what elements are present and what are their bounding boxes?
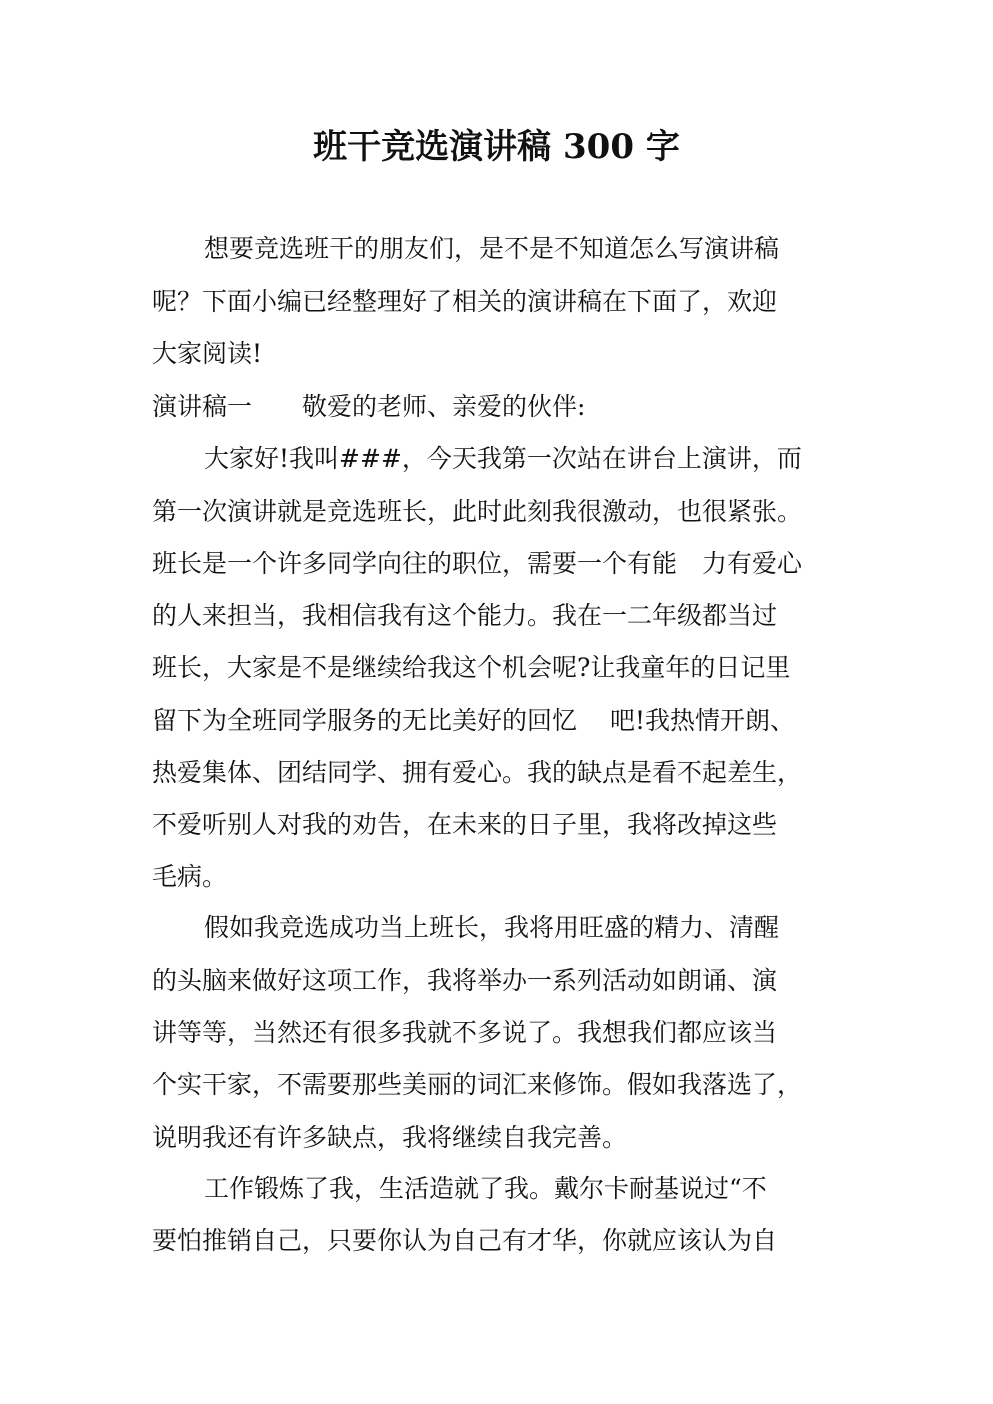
paragraph-line: 假如我竞选成功当上班长，我将用旺盛的精力、清醒 — [204, 913, 780, 942]
paragraph-line: 不爱听别人对我的劝告，在未来的日子里，我将改掉这些 — [152, 810, 778, 839]
paragraph-line: 个实干家，不需要那些美丽的词汇来修饰。假如我落选了， — [152, 1070, 803, 1099]
paragraph-line: 毛病。 — [152, 862, 228, 891]
paragraph-line: 第一次演讲就是竞选班长，此时此刻我很激动，也很紧张。 — [152, 497, 803, 526]
paragraph-line: 的头脑来做好这项工作，我将举办一系列活动如朗诵、演 — [152, 966, 778, 995]
paragraph-line: 热爱集体、团结同学、拥有爱心。我的缺点是看不起差生， — [152, 758, 803, 787]
paragraph-line: 班长是一个许多同学向往的职位，需要一个有能 力有爱心 — [152, 549, 803, 578]
paragraph-line: 呢？下面小编已经整理好了相关的演讲稿在下面了，欢迎 — [152, 287, 778, 316]
paragraph-line: 班长，大家是不是继续给我这个机会呢?让我童年的日记里 — [152, 653, 791, 682]
paragraph-line: 工作锻炼了我，生活造就了我。戴尔卡耐基说过“不 — [204, 1174, 767, 1203]
paragraph-line: 演讲稿一 敬爱的老师、亲爱的伙伴: — [152, 392, 586, 421]
paragraph-line: 想要竞选班干的朋友们，是不是不知道怎么写演讲稿 — [204, 234, 780, 263]
paragraph-line: 说明我还有许多缺点，我将继续自我完善。 — [152, 1123, 628, 1152]
paragraph-line: 要怕推销自己，只要你认为自己有才华，你就应该认为自 — [152, 1226, 778, 1255]
paragraph-line: 大家阅读! — [152, 339, 263, 368]
paragraph-line: 大家好!我叫###，今天我第一次站在讲台上演讲，而 — [204, 444, 802, 473]
paragraph-line: 的人来担当，我相信我有这个能力。我在一二年级都当过 — [152, 601, 778, 630]
document-title: 班干竞选演讲稿 300 字 — [313, 127, 680, 167]
paragraph-line: 讲等等，当然还有很多我就不多说了。我想我们都应该当 — [152, 1018, 778, 1047]
paragraph-line: 留下为全班同学服务的无比美好的回忆 吧!我热情开朗、 — [152, 706, 795, 735]
